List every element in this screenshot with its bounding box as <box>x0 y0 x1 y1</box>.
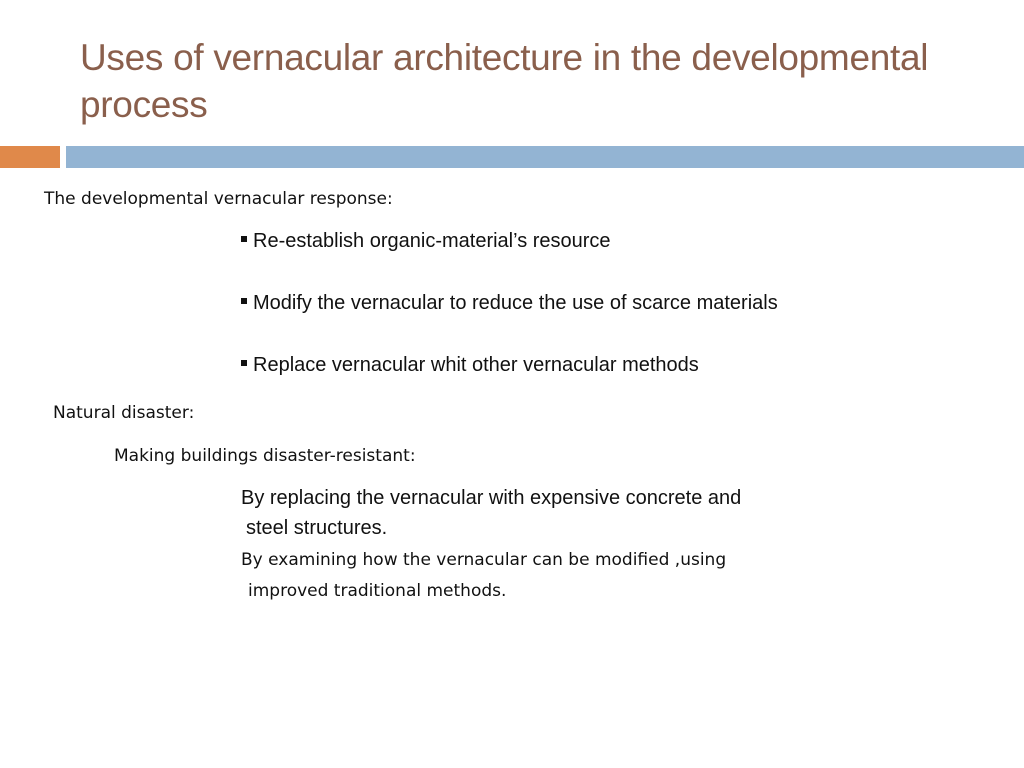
slide-title: Uses of vernacular architecture in the developmental process <box>80 37 929 125</box>
square-bullet-icon <box>241 360 247 366</box>
paragraph-concrete-line2: steel structures. <box>246 517 388 539</box>
accent-bar <box>0 146 60 168</box>
square-bullet-icon <box>241 236 247 242</box>
bullet-text: Replace vernacular whit other vernacular methods <box>253 354 699 376</box>
bullet-item <box>241 230 611 253</box>
section-heading-vernacular-response: The developmental vernacular response: <box>44 189 393 209</box>
bullet-text: Re-establish organic-material’s resource <box>253 230 611 252</box>
square-bullet-icon <box>241 298 247 304</box>
bullet-item <box>241 354 699 377</box>
paragraph-traditional-line1: By examining how the vernacular can be modified ,using <box>241 550 727 570</box>
bullet-item <box>241 292 778 315</box>
bullet-text: Modify the vernacular to reduce the use of scarce materials <box>253 292 778 314</box>
title-divider-bar <box>66 146 1024 168</box>
section-heading-natural-disaster: Natural disaster: <box>53 403 195 423</box>
paragraph-concrete-line1: By replacing the vernacular with expensive concrete and <box>241 487 742 509</box>
subheading-disaster-resistant: Making buildings disaster-resistant: <box>114 446 416 466</box>
paragraph-traditional-line2: improved traditional methods. <box>248 581 507 601</box>
